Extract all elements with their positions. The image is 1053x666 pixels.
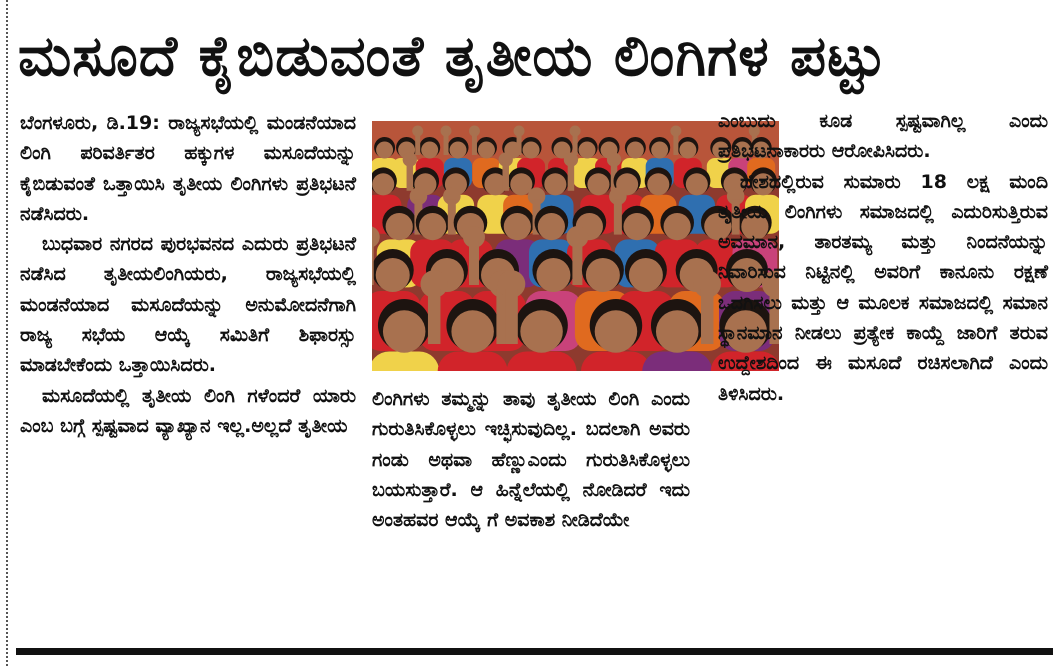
- raised-arm: [415, 133, 420, 155]
- crowd-person-body: [507, 352, 577, 372]
- crowd-person-face: [450, 142, 467, 159]
- crowd-person-face: [664, 213, 691, 240]
- headline: ಮಸೂದೆ ಕೈಬಿಡುವಂತೆ ತೃತೀಯ ಲಿಂಗಿಗಳ ಪಟ್ಟು: [18, 24, 887, 89]
- crowd-person-face: [651, 142, 668, 159]
- article-column-1: [20, 108, 356, 441]
- raised-arm: [614, 199, 622, 234]
- raised-arm: [502, 162, 509, 191]
- raised-arm: [701, 289, 714, 344]
- crowd-person-body: [372, 352, 439, 372]
- crowd-person-face: [376, 258, 410, 292]
- crowd-person-face: [536, 258, 570, 292]
- crowd-person-face: [372, 173, 394, 195]
- paragraph: ಬುಧವಾರ ನಗರದ ಪುರಭವನದ ಎದುರು ಪ್ರತಿಭಟನೆ ನಡೆಸಿದ ತೃತೀಯಲಿಂಗಿಯರು, ರಾಜ್ಯಸಭೆಯಲ್ಲಿ ಮಂಡನೆಯಾದ ಮಸೂದೆಯನ್ನು ಅನುಮೋದನೆಗಾಗಿ ರಾಜ್ಯ ಸಭೆಯ ಆಯ್ಕೆ ಸಮಿತಿಗೆ ಶಿಫಾರಸ್ಸು ಮಾಡಬೇಕೆಂದು ಒತ್ತಾಯಿಸಿದರು.: [20, 233, 356, 377]
- crowd-person-face: [686, 173, 708, 195]
- raised-arm: [444, 133, 449, 155]
- crowd-person-face: [623, 213, 650, 240]
- crowd-person-face: [586, 258, 620, 292]
- crowd-person-face: [421, 142, 438, 159]
- crowd-person-face: [478, 142, 495, 159]
- crowd-person-face: [523, 142, 540, 159]
- article-column-3: [718, 106, 1048, 409]
- raised-arm: [505, 289, 518, 344]
- crowd-person-face: [587, 173, 609, 195]
- paragraph: ಬೆಂಗಳೂರು, ಡಿ.19: ರಾಜ್ಯಸಭೆಯಲ್ಲಿ ಮಂಡನೆಯಾದ ಲಿಂಗಿ ಪರಿವರ್ತಿತರ ಹಕ್ಕುಗಳ ಮಸೂದೆಯನ್ನು ಕೈಬಿಡುವಂತೆ ಒತ್ತಾಯಿಸಿ ತೃತೀಯ ಲಿಂಗಿಗಳು ಪ್ರತಿಭಟನೆ ನಡೆಸಿದರು.: [20, 112, 356, 225]
- crowd-person-face: [451, 310, 494, 353]
- crowd-person-face: [679, 142, 696, 159]
- article-column-2: [372, 384, 690, 535]
- raised-arm: [472, 133, 477, 155]
- crowd-person-face: [520, 310, 563, 353]
- crowd-person-face: [647, 173, 669, 195]
- raised-arm: [572, 241, 582, 285]
- paragraph: ಲಿಂಗಿಗಳು ತಮ್ಮನ್ನು ತಾವು ತೃತೀಯ ಲಿಂಗಿ ಎಂದು ಗುರುತಿಸಿಕೊಳ್ಳಲು ಇಚ್ಛಿಸುವುದಿಲ್ಲ. ಬದಲಾಗಿ ಅವರು ಗಂಡು ಅಥವಾ ಹೆಣ್ಣುಎಂದು ಗುರುತಿಸಿಕೊಳ್ಳಲು ಬಯಸುತ್ತಾರೆ. ಆ ಹಿನ್ನೆಲೆಯಲ್ಲಿ ನೋಡಿದರೆ ಇದು ಅಂತಹವರ ಆಯ್ಕೆ ಗೆ ಅವಕಾಶ ನೀಡಿದೆಯೇ: [372, 388, 690, 532]
- raised-arm: [428, 289, 441, 344]
- crowd-person-face: [656, 310, 699, 353]
- crowd-person-body: [438, 352, 508, 372]
- paragraph: ದೇಶದಲ್ಲಿರುವ ಸುಮಾರು 18 ಲಕ್ಷ ಮಂದಿ ತೃತೀಯ ಲಿಂಗಿಗಳು ಸಮಾಜದಲ್ಲಿ ಎದುರಿಸುತ್ತಿರುವ ಅವಮಾನ, ತಾರತಮ್ಯ ಮತ್ತು ನಿಂದನೆಯನ್ನು ನಿವಾರಿಸುವ ನಿಟ್ಟಿನಲ್ಲಿ ಅವರಿಗೆ ಕಾನೂನು ರಕ್ಷಣೆ ಒದಗಿಸಲು ಮತ್ತು ಆ ಮೂಲಕ ಸಮಾಜದಲ್ಲಿ ಸಮಾನ ಸ್ಥಾನಮಾನ ನೀಡಲು ಪ್ರತ್ಯೇಕ ಕಾಯ್ದೆ ಜಾರಿಗೆ ತರುವ ಉದ್ದೇಶದಿಂದ ಈ ಮಸೂದೆ ರಚಿಸಲಾಗಿದೆ ಎಂದು ತಿಳಿಸಿದರು.: [718, 170, 1048, 405]
- crowd-person-face: [419, 213, 446, 240]
- column-divider: [6, 0, 8, 666]
- crowd-person-face: [629, 258, 663, 292]
- crowd-person-face: [579, 142, 596, 159]
- raised-arm: [407, 162, 414, 191]
- paragraph: ಎಂಬುದು ಕೂಡ ಸ್ಪಷ್ಟವಾಗಿಲ್ಲ ಎಂದು ಪ್ರತಿಭಟನಾಕಾರರು ಆರೋಪಿಸಿದರು.: [718, 110, 1048, 163]
- crowd-person-face: [544, 173, 566, 195]
- raised-arm: [568, 162, 575, 191]
- crowd-person-body: [642, 352, 712, 372]
- raised-arm: [573, 133, 578, 155]
- crowd-person-face: [627, 142, 644, 159]
- crowd-person-face: [386, 213, 413, 240]
- raised-arm: [673, 133, 678, 155]
- crowd-person-body: [581, 352, 651, 372]
- bottom-border: [16, 648, 1053, 655]
- crowd-person-face: [595, 310, 638, 353]
- crowd-person-face: [376, 142, 393, 159]
- paragraph: ಮಸೂದೆಯಲ್ಲಿ ತೃತೀಯ ಲಿಂಗಿ ಗಳೆಂದರೆ ಯಾರು ಎಂಬ ಬಗ್ಗೆ ಸ್ಪಷ್ಟವಾದ ವ್ಯಾಖ್ಯಾನ ಇಲ್ಲ.ಅಲ್ಲದೆ ತೃತೀಯ: [20, 384, 356, 437]
- crowd-person-face: [504, 213, 531, 240]
- crowd-person-face: [538, 213, 565, 240]
- crowd-person-face: [383, 310, 426, 353]
- raised-arm: [372, 241, 374, 285]
- raised-arm: [469, 241, 479, 285]
- raised-arm: [517, 133, 522, 155]
